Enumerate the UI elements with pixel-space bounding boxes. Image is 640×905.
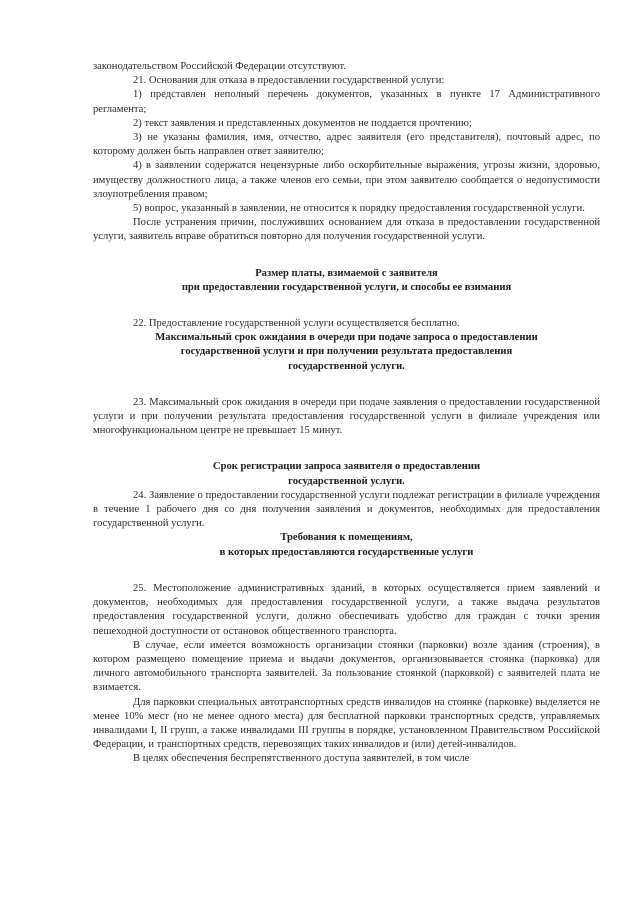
paragraph-21-item-4: 4) в заявлении содержатся нецензурные либо оскорбительные выражения, угрозы жизни, здоровью, имуществу должностного лица, а также членов его семьи, при этом заявителю сообщается о недопустимости злоупотребления правом; [93, 160, 600, 200]
paragraph-22: 22. Предоставление государственной услуги осуществляется бесплатно. [133, 318, 460, 330]
heading-wait-line-3: государственной услуги. [288, 360, 405, 372]
spacer [93, 374, 600, 396]
paragraph-25-parking: В случае, если имеется возможность организации стоянки (парковки) возле здания (строения), в котором размещено помещение приема и выдачи документов, организовывается стоянка (парковка) для личного автомобильного транспорта заявителей. За пользование стоянкой (парковкой) с заявителей плата не взимается. [93, 639, 600, 694]
heading-wait-line-1: Максимальный срок ожидания в очереди при подаче запроса о предоставлении [155, 332, 538, 344]
heading-fee-line-1: Размер платы, взимаемой с заявителя [255, 267, 438, 279]
spacer [93, 245, 600, 267]
heading-fee-line-2: при предоставлении государственной услуги, и способы ее взимания [181, 281, 512, 293]
paragraph-25: 25. Местоположение административных зданий, в которых осуществляется прием заявлений и документов, необходимых для предоставления государственной услуги, а также выдача результатов предоставления государственной услуги, должно обеспечивать удобство для граждан с точки зрения пешеходной доступности от остановок общественного транспорта. [93, 582, 600, 637]
paragraph-21-item-3: 3) не указаны фамилия, имя, отчество, адрес заявителя (его представителя), почтовый адрес, по которому должен быть направлен ответ заявителю; [93, 132, 600, 158]
paragraph-continuation: законодательством Российской Федерации отсутствуют. [93, 61, 347, 72]
heading-wait-line-2: государственной услуги и при получении результата предоставления [180, 346, 513, 358]
paragraph-25-access: В целях обеспечения беспрепятственного доступа заявителей, в том числе [133, 753, 470, 765]
paragraph-25-disabled-parking: Для парковки специальных автотранспортных средств инвалидов на стоянке (парковке) выделяется не менее 10% мест (но не менее одного места) для бесплатной парковки транспортных средств, управляемых инвалидами I, II групп, а также инвалидами III группы в порядке, установленном Правительством Российской Федерации, и транспортных средств, перевозящих таких инвалидов и (или) детей-инвалидов. [93, 696, 600, 751]
heading-registration-line-1: Срок регистрации запроса заявителя о предоставлении [212, 461, 481, 473]
spacer [93, 560, 600, 582]
paragraph-21-item-2: 2) текст заявления и представленных документов не поддается прочтению; [133, 117, 472, 129]
paragraph-21-item-1: 1) представлен неполный перечень документов, указанных в пункте 17 Административного регламента; [93, 89, 600, 115]
paragraph-21: 21. Основания для отказа в предоставлении государственной услуги: [133, 75, 445, 87]
paragraph-23: 23. Максимальный срок ожидания в очереди при подаче заявления о предоставлении государственной услуги и при получении результата предоставления государственной услуги в филиале учреждения или многофункциональном центре не превышает 15 минут. [93, 396, 600, 437]
heading-registration-line-2: государственной услуги. [288, 475, 405, 487]
heading-premises-line-1: Требования к помещениям, [280, 532, 413, 544]
paragraph-21-after: После устранения причин, послуживших основанием для отказа в предоставлении государственной услуги, заявитель вправе обратиться повторно для получения государственной услуги. [93, 217, 600, 243]
paragraph-24: 24. Заявление о предоставлении государственной услуги подлежат регистрации в филиале учреждения в течение 1 рабочего дня со дня получения заявления и документов, необходимых для предоставления государственной услуги. [93, 489, 600, 530]
heading-premises-line-2: в которых предоставляются государственные услуги [219, 546, 474, 558]
spacer [93, 295, 600, 317]
paragraph-21-item-5: 5) вопрос, указанный в заявлении, не относится к порядку предоставления государственной услуги. [133, 203, 585, 215]
spacer [93, 438, 600, 460]
